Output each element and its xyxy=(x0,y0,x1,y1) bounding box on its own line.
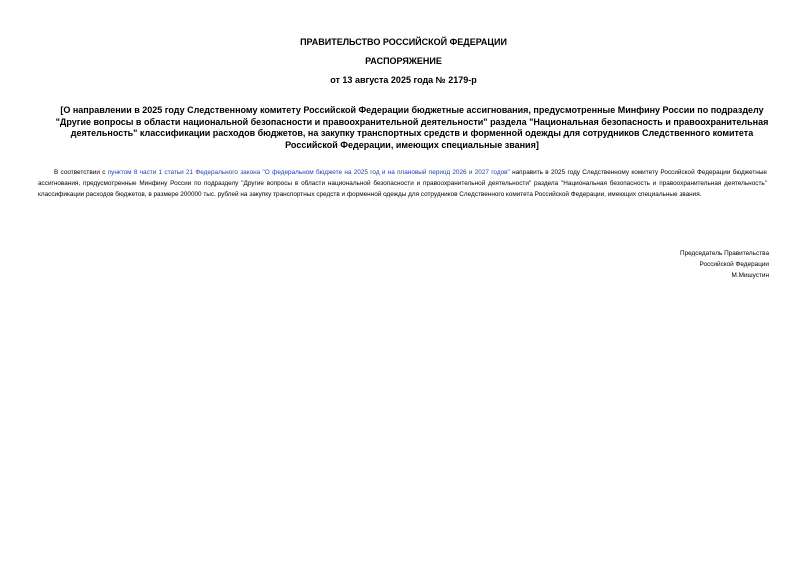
government-heading: ПРАВИТЕЛЬСТВО РОССИЙСКОЙ ФЕДЕРАЦИИ xyxy=(300,37,507,47)
signature-position-line1: Председатель Правительства xyxy=(680,250,769,257)
document-date-number: от 13 августа 2025 года № 2179-р xyxy=(330,75,477,85)
signature-block xyxy=(680,248,769,281)
document-type-heading: РАСПОРЯЖЕНИЕ xyxy=(365,56,442,66)
document-body-paragraph xyxy=(38,168,767,200)
body-suffix: направить в 2025 году Следственному комитету Российской Федерации бюджетные ассигнования, предусмотренные Минфину России по подразделу "Другие вопросы в области национальной безопасности и правоохранительной деятельности" раздела "Национальная безопасность и правоохранительная деятельность" классификации расходов бюджетов, в размере 200000 тыс. рублей на закупку транспортных средств и форменной одежды для сотрудников Следственного комитета Российской Федерации, имеющих специальные звания. xyxy=(38,169,767,198)
law-reference-link[interactable]: пунктом 8 части 1 статьи 21 Федерального закона "О федеральном бюджете на 2025 год и на плановый период 2026 и 2027 годов" xyxy=(107,169,510,176)
document-title: [О направлении в 2025 году Следственному комитету Российской Федерации бюджетные ассигнования, предусмотренные Минфину России по подразделу "Другие вопросы в области национальной безопасности и правоохранительной деятельности" раздела "Национальная безопасность и правоохранительная деятельность" классификации расходов бюджетов, на закупку транспортных средств и форменной одежды для сотрудников Следственного комитета Российской Федерации, имеющих специальные звания] xyxy=(55,105,769,150)
signature-name: М.Мишустин xyxy=(731,272,769,279)
body-prefix: В соответствии с xyxy=(54,169,108,176)
signature-position-line2: Российской Федерации xyxy=(699,261,769,268)
